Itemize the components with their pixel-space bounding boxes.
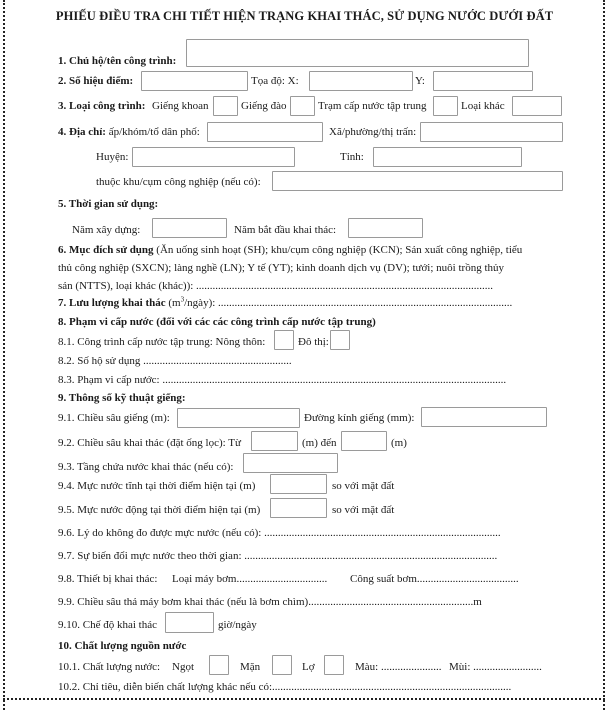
water-station-checkbox[interactable]: [433, 96, 458, 116]
rural-checkbox[interactable]: [274, 330, 294, 350]
hamlet-input[interactable]: [207, 122, 323, 142]
well-depth-input[interactable]: [177, 408, 300, 428]
well-depth-label: 9.1. Chiều sâu giếng (m):: [58, 412, 170, 424]
pump-type-field: Loại máy bơm.................................: [172, 573, 328, 585]
province-input[interactable]: [373, 147, 522, 167]
year-built-input[interactable]: [152, 218, 227, 238]
industrial-zone-input[interactable]: [272, 171, 563, 191]
well-specs-label: 9. Thông số kỹ thuật giếng:: [58, 392, 186, 404]
aquifer-input[interactable]: [243, 453, 338, 473]
commune-input[interactable]: [420, 122, 563, 142]
province-label: Tỉnh:: [340, 151, 364, 163]
next-page-border-left: [3, 700, 5, 710]
other-quality-field: 10.2. Chỉ tiêu, diễn biến chất lượng khác nếu có:.......................................................................................: [58, 681, 512, 693]
dynamic-level-label: 9.5. Mực nước động tại thời điểm hiện tại (m): [58, 504, 261, 516]
flow-rate-unit-sup: 3: [180, 295, 185, 304]
exploit-from-input[interactable]: [251, 431, 298, 451]
year-start-input[interactable]: [348, 218, 423, 238]
quality-label: 10.1. Chất lượng nước:: [58, 661, 161, 673]
brackish-label: Lợ: [302, 661, 315, 673]
hamlet-label: ấp/khóm/tổ dân phố:: [108, 126, 200, 138]
next-page-border-right: [603, 700, 605, 710]
rural-label: 8.1. Công trình cấp nước tập trung: Nông thôn:: [58, 336, 266, 348]
dug-well-checkbox[interactable]: [290, 96, 315, 116]
no-measure-reason-field: 9.6. Lý do không đo được mực nước (nếu có): ......................................................................................: [58, 527, 501, 539]
dug-well-label: Giếng đào: [241, 100, 287, 112]
year-built-label: Năm xây dựng:: [72, 224, 141, 236]
static-level-label: 9.4. Mực nước tĩnh tại thời điểm hiện tại (m): [58, 480, 256, 492]
page-break-line: [3, 698, 605, 700]
flow-rate-unit-prefix: (m: [168, 297, 181, 309]
commune-label: Xã/phường/thị trấn:: [329, 126, 417, 138]
level-variation-field: 9.7. Sự biến đổi mực nước theo thời gian: ............................................................................................: [58, 550, 498, 562]
households-field: 8.2. Số hộ sử dụng ......................................................: [58, 355, 292, 367]
urban-label: Đô thị:: [298, 336, 329, 348]
year-start-label: Năm bắt đầu khai thác:: [234, 224, 337, 236]
other-type-input[interactable]: [512, 96, 562, 116]
usage-time-label: 5. Thời gian sử dụng:: [58, 198, 159, 210]
purpose-text-1: (Ăn uống sinh hoạt (SH); khu/cụm công nghiệp (KCN); Sản xuất công nghiệp, tiểu: [156, 244, 523, 256]
owner-label: 1. Chủ hộ/tên công trình:: [58, 55, 177, 67]
form-title: PHIẾU ĐIỀU TRA CHI TIẾT HIỆN TRẠNG KHAI THÁC, SỬ DỤNG NƯỚC DƯỚI ĐẤT: [55, 9, 554, 23]
page-border-left: [3, 0, 5, 700]
static-level-input[interactable]: [270, 474, 327, 494]
regime-input[interactable]: [165, 612, 214, 633]
coordinate-y-label: Y:: [415, 75, 425, 87]
address-row: [58, 126, 200, 139]
flow-rate-row: [58, 297, 512, 310]
brackish-checkbox[interactable]: [324, 655, 344, 675]
point-id-input[interactable]: [141, 71, 248, 91]
structure-type-label: 3. Loại công trình:: [58, 100, 146, 112]
supply-range-field: 8.3. Phạm vi cấp nước: .............................................................................................................................: [58, 374, 507, 386]
coordinate-x-input[interactable]: [309, 71, 413, 91]
purpose-text-2: thủ công nghiệp (SXCN); làng nghề (LN); Y tế (YT); kinh doanh dịch vụ (DV); tưới; nuôi trồng thủy: [58, 262, 505, 274]
smell-field: Mùi: .........................: [449, 661, 542, 673]
dynamic-level-input[interactable]: [270, 498, 327, 518]
point-id-label: 2. Số hiệu điểm:: [58, 75, 134, 87]
dynamic-relative-label: so với mặt đất: [332, 504, 395, 516]
district-label: Huyện:: [96, 151, 129, 163]
well-diameter-input[interactable]: [421, 407, 547, 427]
equipment-label: 9.8. Thiết bị khai thác:: [58, 573, 158, 585]
fresh-checkbox[interactable]: [209, 655, 229, 675]
urban-checkbox[interactable]: [330, 330, 350, 350]
aquifer-label: 9.3. Tầng chứa nước khai thác (nếu có):: [58, 461, 234, 473]
pump-depth-field: 9.9. Chiều sâu thả máy bơm khai thác (nếu là bơm chìm)............................................................m: [58, 596, 482, 608]
exploit-unit-label: (m): [391, 437, 407, 449]
purpose-text-3: sản (NTTS), loại khác (khác)): ............................................................................................................: [58, 280, 494, 292]
coordinate-x-label: Tọa độ: X:: [251, 75, 299, 87]
well-diameter-label: Đường kính giếng (mm):: [304, 412, 415, 424]
flow-rate-label: 7. Lưu lượng khai thác: [58, 297, 166, 309]
drilled-well-checkbox[interactable]: [213, 96, 238, 116]
static-relative-label: so với mặt đất: [332, 480, 395, 492]
coordinate-y-input[interactable]: [433, 71, 533, 91]
flow-rate-unit-suffix: /ngày): ...........................................................................................................: [184, 297, 513, 309]
drilled-well-label: Giếng khoan: [152, 100, 209, 112]
pump-power-field: Công suất bơm.....................................: [350, 573, 519, 585]
purpose-line-1: [58, 244, 522, 257]
regime-unit-label: giờ/ngày: [218, 619, 257, 631]
purpose-label: 6. Mục đích sử dụng: [58, 244, 154, 256]
district-input[interactable]: [132, 147, 295, 167]
industrial-zone-label: thuộc khu/cụm công nghiệp (nếu có):: [96, 176, 261, 188]
regime-label: 9.10. Chế độ khai thác: [58, 619, 157, 631]
owner-name-input[interactable]: [186, 39, 529, 67]
color-field: Màu: ......................: [355, 661, 442, 673]
other-type-label: Loại khác: [461, 100, 505, 112]
page-border-right: [603, 0, 605, 700]
fresh-label: Ngọt: [172, 661, 194, 673]
exploit-depth-label: 9.2. Chiều sâu khai thác (đặt ống lọc): Từ: [58, 437, 241, 449]
salty-label: Mặn: [240, 661, 261, 673]
water-station-label: Trạm cấp nước tập trung: [318, 100, 427, 112]
exploit-to-input[interactable]: [341, 431, 387, 451]
supply-scope-label: 8. Phạm vi cấp nước (đối với các các công trình cấp nước tập trung): [58, 316, 376, 328]
address-label: 4. Địa chỉ:: [58, 126, 106, 138]
salty-checkbox[interactable]: [272, 655, 292, 675]
water-quality-label: 10. Chất lượng nguồn nước: [58, 640, 187, 652]
exploit-to-label: (m) đến: [302, 437, 337, 449]
